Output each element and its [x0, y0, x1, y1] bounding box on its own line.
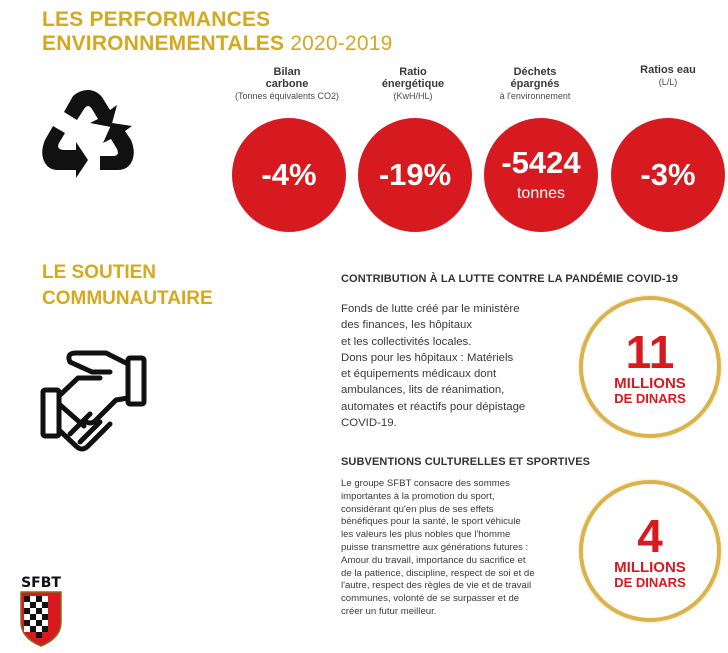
metric-title: Déchets épargnés — [510, 66, 560, 90]
covid-text: Fonds de lutte créé par le ministère des finances, les hôpitaux et les collectivités locales. Dons pour les hôpitaux : Matériels et équipements médicaux dont ambulances, lits de réanimation, automates et réactifs pour dépistage COVID-19. — [341, 303, 526, 430]
logo-text: SFBT — [21, 575, 61, 591]
metric-head-waste — [475, 66, 595, 102]
covid-amount-number: 11 — [625, 326, 675, 378]
metric-circle-carbon — [232, 118, 346, 232]
metric-head-carbon — [227, 66, 347, 102]
metric-head-water — [608, 64, 728, 88]
culture-heading: SUBVENTIONS CULTURELLES ET SPORTIVES — [341, 456, 591, 468]
culture-amount-label2: DE DINARS — [614, 575, 686, 590]
metric-value: -3% — [640, 157, 696, 192]
community-title-line1: LE SOUTIEN — [42, 262, 157, 283]
metric-circle-water — [611, 118, 725, 232]
env-title-line1: LES PERFORMANCES — [42, 8, 271, 31]
env-title-year: 2020-2019 — [290, 32, 393, 55]
metric-head-energy — [353, 66, 473, 102]
metric-subtitle: (L/L) — [658, 77, 678, 87]
metric-value: -19% — [378, 157, 452, 192]
culture-amount-number: 4 — [637, 510, 663, 562]
metric-title: Ratio énergétique — [381, 66, 445, 90]
recycle-icon — [40, 88, 136, 187]
metric-title: Bilan carbone — [265, 66, 309, 90]
covid-amount-label2: DE DINARS — [614, 391, 686, 406]
metric-unit: tonnes — [516, 185, 566, 202]
env-title — [42, 8, 392, 56]
community-title — [42, 260, 213, 312]
metric-circle-energy — [358, 118, 472, 232]
metric-subtitle: (KwH/HL) — [393, 91, 433, 101]
culture-amount-label1: MILLIONS — [614, 559, 686, 576]
env-title-line2: ENVIRONNEMENTALES — [42, 32, 285, 55]
sfbt-logo — [18, 572, 64, 653]
metric-title: Ratios eau — [640, 64, 696, 76]
metric-value: -4% — [261, 157, 317, 192]
culture-amount-badge — [579, 480, 721, 622]
metric-subtitle: à l'environnement — [499, 91, 571, 101]
covid-amount-badge — [579, 296, 721, 438]
community-title-line2: COMMUNAUTAIRE — [42, 288, 213, 309]
metric-circle-waste — [484, 118, 598, 232]
covid-heading: CONTRIBUTION À LA LUTTE CONTRE LA PANDÉMIE COVID-19 — [341, 273, 679, 285]
metric-subtitle: (Tonnes équivalents CO2) — [234, 91, 340, 101]
metric-value: -5424 — [501, 145, 581, 180]
culture-text: Le groupe SFBT consacre des sommes importantes à la promotion du sport, considérant qu'en plus de ses effets bénéfiques pour la santé, le sport véhicule les valeurs les plus nobles que l'homme puisse transmettre aux générations futures : Amour du travail, importance du sacrifice et de la patience, discipline, respect de soi et de l'autre, respect des règles de vie et de travail communes, volonté de se surpasser et de créer un futur meilleur. — [341, 478, 535, 617]
covid-amount-label1: MILLIONS — [614, 375, 686, 392]
handshake-icon — [40, 348, 150, 461]
